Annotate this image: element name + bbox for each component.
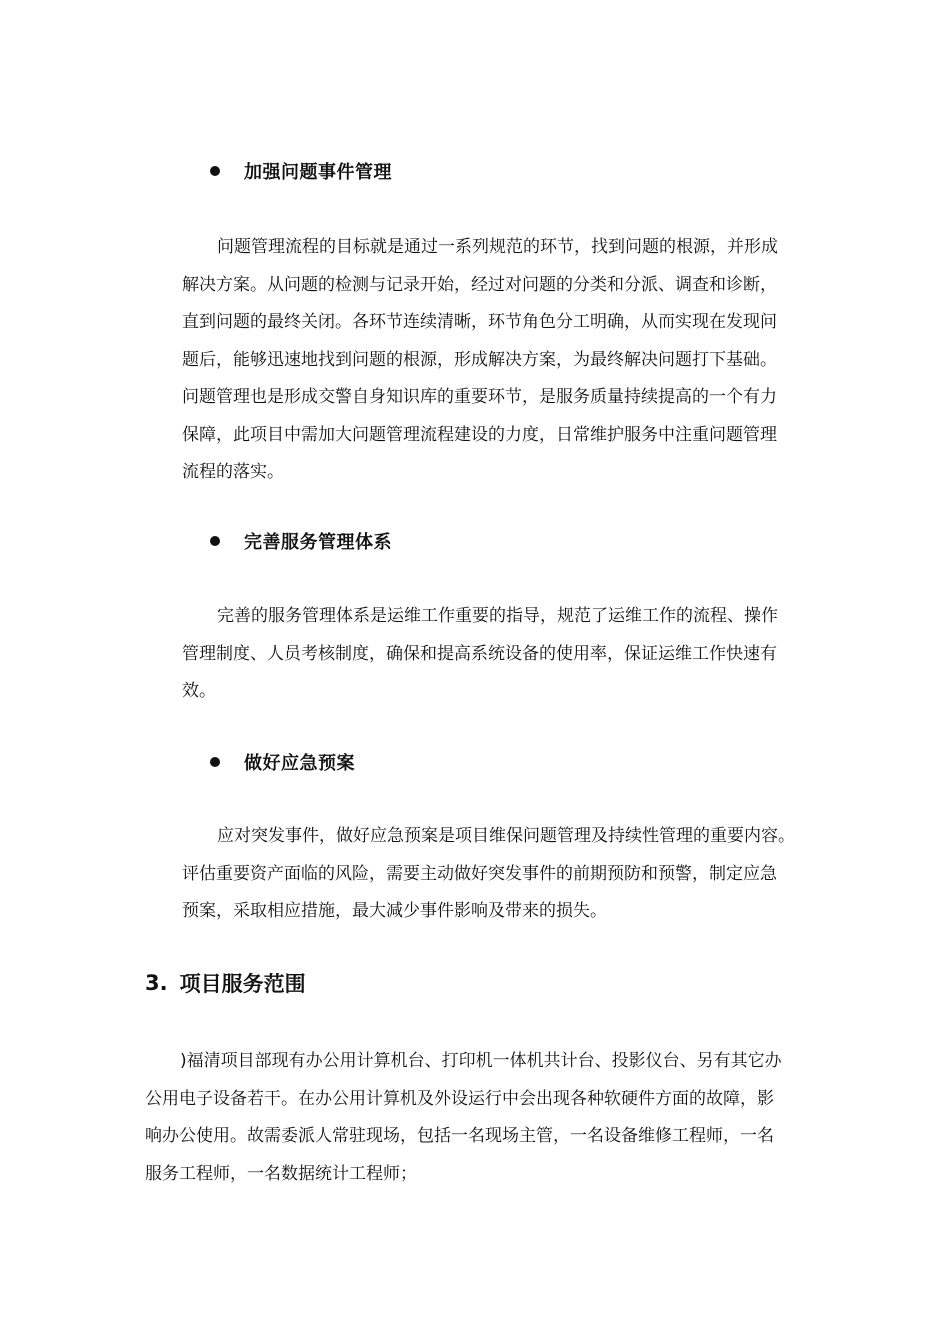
paragraph-line: 公用电子设备若干。在办公用计算机及外设运行中会出现各种软硬件方面的故障，影 — [145, 1088, 774, 1109]
paragraph-line: 响办公使用。故需委派人常驻现场，包括一名现场主管，一名设备维修工程师，一名 — [145, 1126, 774, 1146]
bullet-dot-icon — [210, 166, 220, 176]
section-heading-3 — [145, 965, 306, 1001]
paragraph-emergency-plan — [182, 818, 822, 931]
paragraph-line: 效。 — [182, 681, 216, 701]
paragraph-line: 应对突发事件，做好应急预案是项目维保问题管理及持续性管理的重要内容。 — [217, 826, 795, 846]
paragraph-line: 评估重要资产面临的风险，需要主动做好突发事件的前期预防和预警，制定应急 — [182, 863, 777, 884]
paragraph-service-management — [182, 598, 822, 711]
paragraph-line: 直到问题的最终关闭。各环节连续清晰，环节角色分工明确，从而实现在发现问 — [182, 312, 777, 332]
paragraph-line: )福清项目部现有办公用计算机台、打印机一体机共计台、投影仪台、另有其它办 — [180, 1051, 782, 1071]
bullet-heading-1 — [210, 156, 392, 186]
paragraph-line: 问题管理也是形成交警自身知识库的重要环节，是服务质量持续提高的一个有力 — [182, 387, 777, 407]
bullet-heading-text: 做好应急预案 — [244, 753, 355, 774]
paragraph-problem-management — [182, 229, 822, 492]
paragraph-line: 流程的落实。 — [182, 462, 284, 482]
paragraph-line: 管理制度、人员考核制度，确保和提高系统设备的使用率，保证运维工作快速有 — [182, 643, 777, 664]
bullet-heading-text: 加强问题事件管理 — [244, 162, 392, 183]
bullet-heading-text: 完善服务管理体系 — [244, 532, 392, 553]
bullet-dot-icon — [210, 536, 220, 546]
section-title: 项目服务范围 — [179, 972, 306, 996]
paragraph-line: 解决方案。从问题的检测与记录开始，经过对问题的分类和分派、调查和诊断， — [182, 274, 777, 295]
paragraph-line: 完善的服务管理体系是运维工作重要的指导，规范了运维工作的流程、操作 — [217, 606, 778, 626]
paragraph-line: 保障，此项目中需加大问题管理流程建设的力度，日常维护服务中注重问题管理 — [182, 424, 777, 445]
paragraph-line: 题后，能够迅速地找到问题的根源，形成解决方案，为最终解决问题打下基础。 — [182, 349, 777, 370]
paragraph-line: 预案，采取相应措施，最大减少事件影响及带来的损失。 — [182, 901, 607, 921]
paragraph-line: 问题管理流程的目标就是通过一系列规范的环节，找到问题的根源，并形成 — [217, 237, 778, 257]
paragraph-service-scope — [145, 1043, 825, 1193]
paragraph-line: 服务工程师，一名数据统计工程师； — [145, 1163, 417, 1184]
bullet-heading-3 — [210, 747, 355, 777]
bullet-dot-icon — [210, 757, 220, 767]
section-number: 3. — [145, 971, 168, 995]
bullet-heading-2 — [210, 526, 392, 556]
